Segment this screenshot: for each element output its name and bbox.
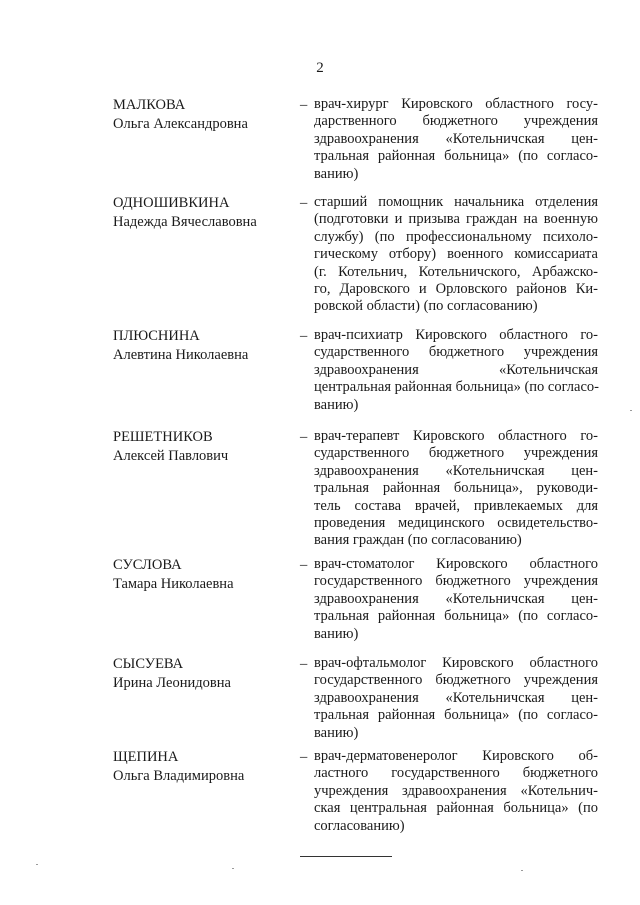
- role-line: врач-офтальмолог Кировского областного: [314, 655, 598, 671]
- role-line: здравоохранения «Котельничская цен-: [314, 689, 598, 706]
- member-surname: РЕШЕТНИКОВ: [113, 429, 213, 445]
- member-person: [113, 556, 293, 594]
- member-role: [314, 748, 598, 835]
- role-line: тральная районная больница» (по согласо-: [314, 148, 598, 165]
- role-line: здравоохранения «Котельничская цен-: [314, 130, 598, 147]
- member-surname: ЩЕПИНА: [113, 749, 179, 765]
- role-line: тральная районная больница», руководи-: [314, 480, 598, 497]
- role-line: ванию): [314, 625, 359, 642]
- scan-speck: [630, 410, 632, 411]
- scan-speck: [232, 868, 234, 869]
- role-line: здравоохранения «Котельничская: [314, 361, 598, 378]
- member-given-names: Тамара Николаевна: [113, 576, 234, 592]
- member-role: [314, 655, 598, 742]
- entry-dash: –: [300, 557, 308, 573]
- role-line: врач-психиатр Кировского областного го-: [314, 327, 598, 343]
- role-line: вания граждан (по согласованию): [314, 532, 522, 549]
- member-surname: ОДНОШИВКИНА: [113, 195, 230, 211]
- role-line: ванию): [314, 724, 359, 741]
- entry-dash: –: [300, 97, 308, 113]
- role-line: здравоохранения «Котельничская цен-: [314, 590, 598, 607]
- entry-dash: –: [300, 328, 308, 344]
- scan-speck: [521, 870, 523, 871]
- role-line: сударственного бюджетного учреждения: [314, 445, 598, 462]
- role-line: старший помощник начальника отделения: [314, 194, 598, 210]
- role-line: ванию): [314, 396, 359, 413]
- member-person: [113, 655, 293, 693]
- role-line: согласованию): [314, 817, 405, 834]
- member-surname: СУСЛОВА: [113, 557, 182, 573]
- member-given-names: Ольга Александровна: [113, 116, 248, 132]
- role-line: ванию): [314, 165, 359, 182]
- member-role: [314, 428, 598, 550]
- role-line: сударственного бюджетного учреждения: [314, 344, 598, 361]
- role-line: государственного бюджетного учреждения: [314, 672, 598, 689]
- role-line: ская центральная районная больница» (по: [314, 800, 598, 817]
- role-line: врач-терапевт Кировского областного го-: [314, 428, 598, 444]
- member-given-names: Алексей Павлович: [113, 448, 229, 464]
- member-given-names: Надежда Вячеславовна: [113, 214, 257, 230]
- member-surname: МАЛКОВА: [113, 97, 186, 113]
- role-line: тель состава врачей, привлекаемых для: [314, 497, 598, 514]
- role-line: тральная районная больница» (по согласо-: [314, 707, 598, 724]
- member-given-names: Алевтина Николаевна: [113, 347, 249, 363]
- role-line: врач-дерматовенеролог Кировского об-: [314, 748, 598, 764]
- role-line: здравоохранения «Котельничская цен-: [314, 462, 598, 479]
- scan-speck: [36, 864, 38, 865]
- role-line: учреждения здравоохранения «Котельнич-: [314, 782, 598, 799]
- member-role: [314, 556, 598, 643]
- role-line: ровской области) (по согласованию): [314, 298, 538, 315]
- entry-dash: –: [300, 195, 308, 211]
- entry-dash: –: [300, 429, 308, 445]
- member-person: [113, 428, 293, 466]
- role-line: центральная районная больница» (по согласо-: [314, 379, 599, 396]
- role-line: службу) (по профессиональному психоло-: [314, 228, 598, 245]
- role-line: врач-стоматолог Кировского областного: [314, 556, 598, 572]
- role-line: ластного государственного бюджетного: [314, 765, 598, 782]
- member-person: [113, 748, 293, 786]
- role-line: тральная районная больница» (по согласо-: [314, 608, 598, 625]
- member-given-names: Ирина Леонидовна: [113, 675, 231, 691]
- entry-dash: –: [300, 656, 308, 672]
- member-role: [314, 96, 598, 183]
- member-given-names: Ольга Владимировна: [113, 768, 245, 784]
- member-person: [113, 96, 293, 134]
- member-role: [314, 194, 598, 316]
- page-number: 2: [316, 60, 324, 76]
- member-person: [113, 194, 293, 232]
- member-role: [314, 327, 598, 414]
- role-line: дарственного бюджетного учреждения: [314, 113, 598, 130]
- role-line: государственного бюджетного учреждения: [314, 573, 598, 590]
- role-line: го, Даровского и Орловского районов Ки-: [314, 281, 598, 298]
- role-line: гическому отбору) военного комиссариата: [314, 246, 598, 263]
- member-surname: ПЛЮСНИНА: [113, 328, 200, 344]
- member-person: [113, 327, 293, 365]
- role-line: (подготовки и призыва граждан на военную: [314, 211, 598, 228]
- closing-rule: [300, 856, 392, 857]
- role-line: (г. Котельнич, Котельничского, Арбажско-: [314, 263, 598, 280]
- entry-dash: –: [300, 749, 308, 765]
- member-surname: СЫСУЕВА: [113, 656, 184, 672]
- role-line: врач-хирург Кировского областного госу-: [314, 96, 598, 112]
- role-line: проведения медицинского освидетельство-: [314, 515, 598, 532]
